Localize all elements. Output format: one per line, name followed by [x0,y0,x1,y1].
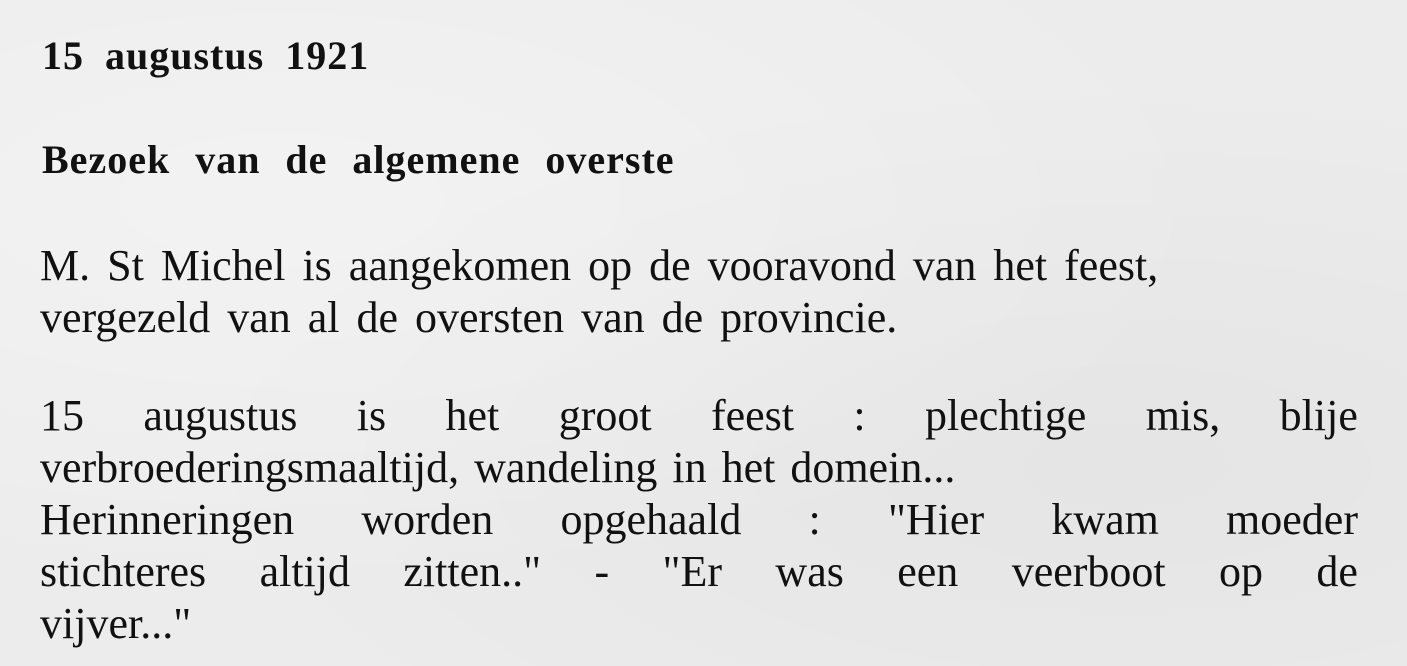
word: plechtige [925,391,1087,440]
paragraph-line-justified [40,494,1358,546]
word: worden [361,495,494,544]
word: kwam [1051,495,1159,544]
section-title: Bezoek van de algemene overste [42,137,675,182]
word: een [897,547,959,596]
paragraph-line-justified [40,390,1358,442]
paragraph-line: vijver..." [40,599,192,648]
word: "Hier [887,495,985,544]
word: moeder [1226,495,1358,544]
paragraph-line [40,240,1358,292]
paragraph-arrival [40,240,1358,344]
word: was [775,547,844,596]
word: stichteres [40,547,207,596]
word: : [853,391,866,440]
word: blije [1279,391,1358,440]
word: opgehaald [560,495,742,544]
paragraph-line-justified [40,546,1358,598]
word: zitten.." [403,547,542,596]
paragraph-feast [40,390,1358,650]
paragraph-line: vergezeld van al de oversten van de provincie. [40,293,898,342]
date-heading: 15 augustus 1921 [42,33,370,78]
word: de [1316,547,1358,596]
word: mis, [1145,391,1221,440]
word: Herinneringen [40,495,295,544]
word: is [356,391,387,440]
word: altijd [259,547,350,596]
paragraph-line-text: M. St Michel is aangekomen op de vooravond van het feest, [40,241,1159,290]
word: veerboot [1011,547,1166,596]
word: op [1219,547,1264,596]
word: feest [710,391,795,440]
word: "Er [662,547,723,596]
paragraph-line: verbroederingsmaaltijd, wandeling in het domein... [40,443,956,492]
word: groot [558,391,652,440]
word: 15 [40,391,84,440]
word: - [594,547,610,596]
word: het [445,391,500,440]
word: augustus [143,391,298,440]
word: : [808,495,821,544]
